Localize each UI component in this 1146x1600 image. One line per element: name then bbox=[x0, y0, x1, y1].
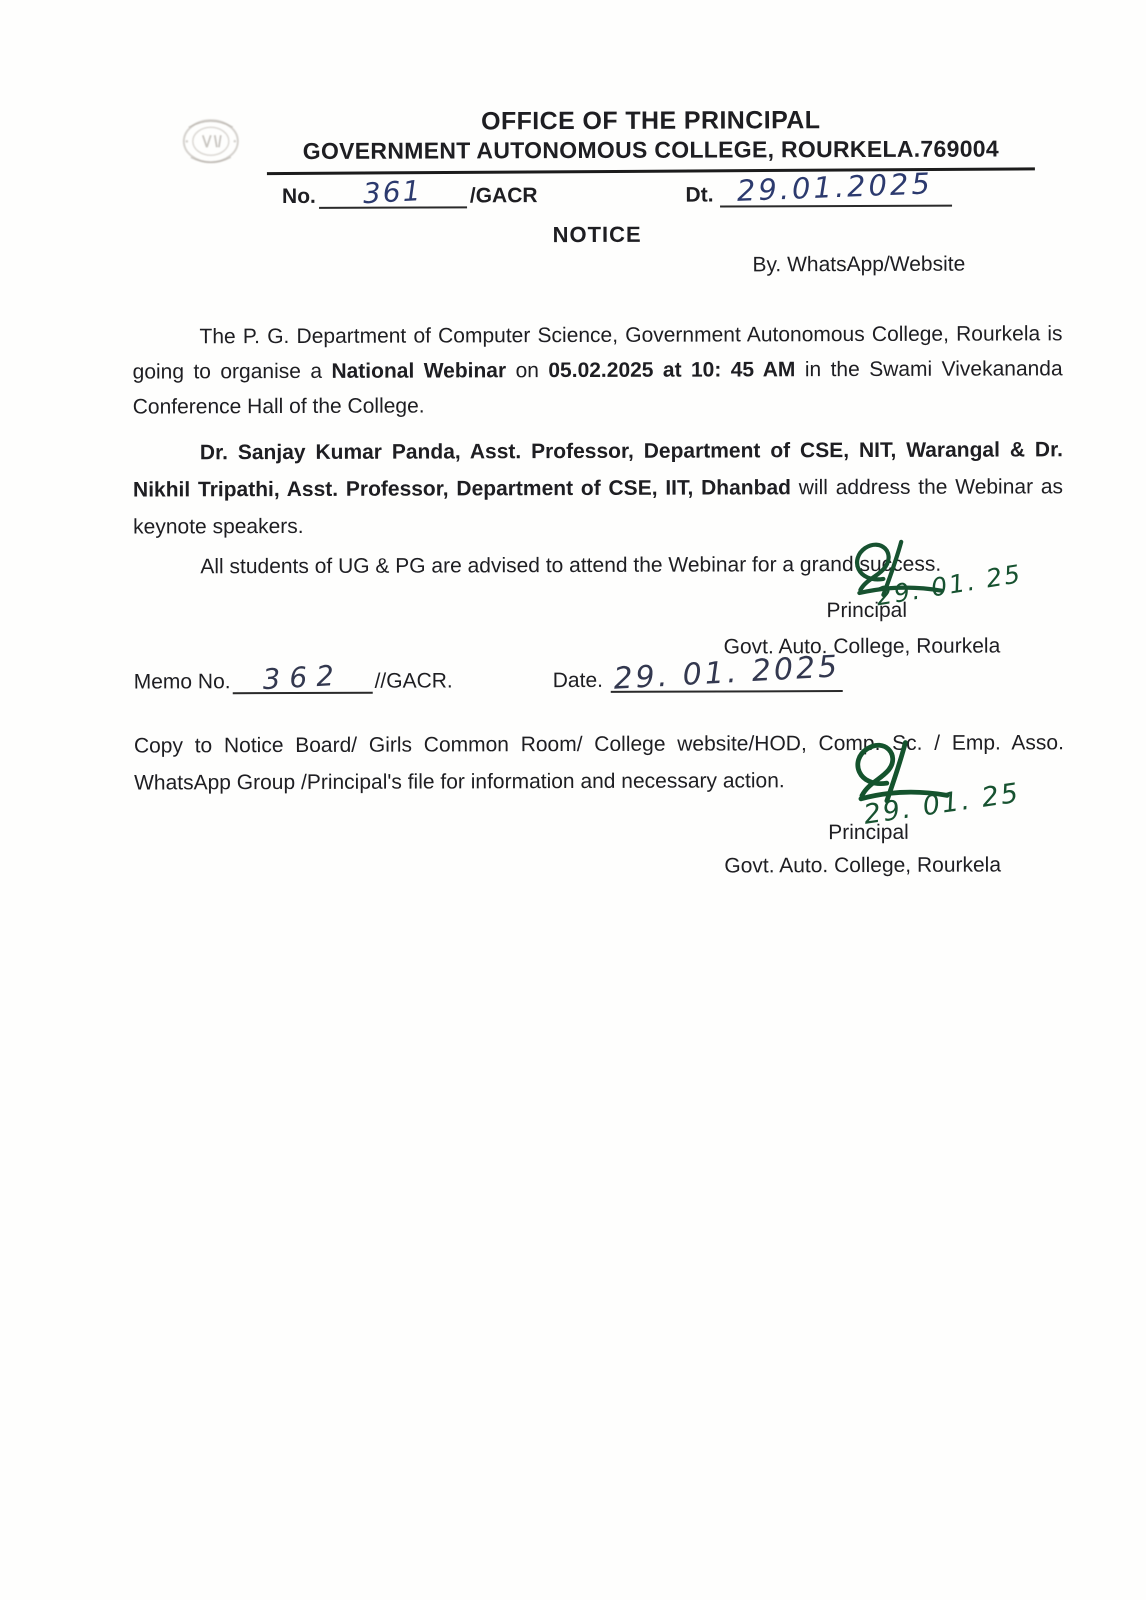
signatory-title: Principal bbox=[826, 598, 908, 623]
signature-date: 29. 01. 25 bbox=[861, 777, 1022, 831]
notice-heading: NOTICE bbox=[552, 221, 642, 248]
memo-date-value: 29. 01. 2025 bbox=[612, 649, 841, 697]
memo-suffix: //GACR. bbox=[374, 669, 453, 693]
paragraph-speakers bbox=[133, 431, 1063, 545]
para1-text: on bbox=[506, 359, 549, 383]
memo-row bbox=[133, 649, 1064, 697]
office-title: OFFICE OF THE PRINCIPAL bbox=[481, 106, 821, 136]
signatory-title: Principal bbox=[828, 820, 909, 845]
para1-bold-webinar: National Webinar bbox=[331, 359, 507, 383]
ref-date-value: 29.01.2025 bbox=[736, 166, 934, 208]
signatory-organisation: Govt. Auto. College, Rourkela bbox=[723, 634, 1001, 659]
para1-text: in the Swami Vivekananda Conference Hall of the College. bbox=[132, 357, 1063, 419]
signature-block-2 bbox=[811, 734, 1081, 855]
memo-no-field bbox=[233, 658, 373, 697]
memo-label: Memo No. bbox=[133, 670, 231, 694]
para2-text: will address the Webinar as keynote speakers. bbox=[133, 475, 1064, 539]
letterhead bbox=[157, 104, 1145, 165]
ref-date-label: Dt. bbox=[685, 183, 714, 207]
ref-no-value: 361 bbox=[362, 173, 424, 211]
copy-distribution-line: Copy to Notice Board/ Girls Common Room/ College website/HOD, Comp. Sc. / Emp. Asso. WhatsApp Group /Principal's file for information and necessary action. bbox=[133, 731, 1064, 795]
signature-date: 29. 01. 25 bbox=[873, 559, 1024, 612]
ref-no-label: No. bbox=[281, 184, 316, 209]
college-name: GOVERNMENT AUTONOMOUS COLLEGE, ROURKELA.769004 bbox=[302, 135, 1000, 164]
para1-text: The P. G. Department of Computer Science, Government Autonomous College, Rourkela is going to organise a bbox=[132, 322, 1063, 384]
para1-bold-datetime: 05.02.2025 at 10: 45 AM bbox=[548, 358, 796, 383]
ref-date-field bbox=[719, 166, 951, 208]
memo-date-label: Date. bbox=[552, 668, 603, 693]
reference-row bbox=[281, 166, 1062, 211]
memo-date-field bbox=[611, 649, 843, 697]
paragraph-webinar-announcement bbox=[132, 316, 1062, 424]
ref-no-field bbox=[319, 173, 467, 211]
ref-no-suffix: /GACR bbox=[469, 184, 538, 208]
signatory-organisation: Govt. Auto. College, Rourkela bbox=[724, 853, 1002, 878]
paragraph-students-advice: All students of UG & PG are advised to attend the Webinar for a grand success. bbox=[200, 552, 942, 579]
signature-block-1 bbox=[815, 536, 1065, 637]
para2-bold-speakers: Dr. Sanjay Kumar Panda, Asst. Professor, Department of CSE, NIT, Warangal & Dr. Nikhil Tripathi, Asst. Professor, Department of CSE, IIT, Dhanbad bbox=[132, 438, 1063, 502]
transmission-mode: By. WhatsApp/Website bbox=[752, 252, 966, 277]
memo-no-value: 362 bbox=[261, 658, 344, 697]
